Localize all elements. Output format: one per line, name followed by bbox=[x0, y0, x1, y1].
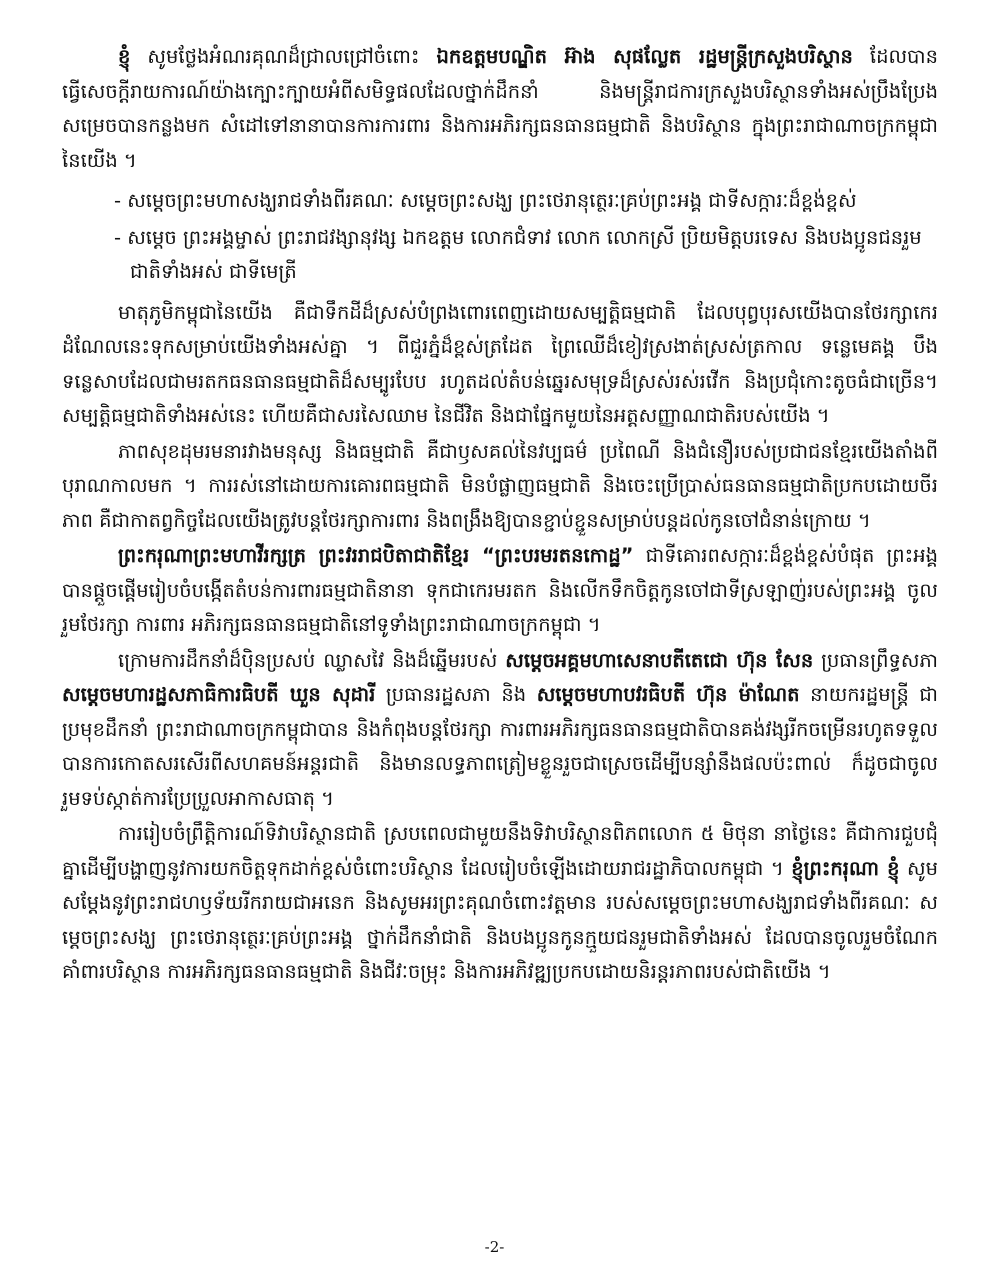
body-text: ការរៀបចំព្រឹត្តិការណ៍ទិវាបរិស្ថានជាតិ ស្របពេលជាមួយនឹងទិវាបរិស្ថានពិភពលោក ៥ មិថុនា នាថ្ងៃនេះ គឺជាការជួបជុំគ្នាដើម្បីបង្ហាញនូវការយកចិត្តទុកដាក់ខ្ពស់ចំពោះបរិស្ថាន ដែលរៀបចំឡើងដោយរាជរដ្ឋាភិបាលកម្ពុជា ។ bbox=[62, 822, 938, 880]
bold-text: សម្តេចអគ្គមហាសេនាបតីតេជោ ហ៊ុន សែន bbox=[505, 648, 814, 672]
bold-text: ឯកឧត្តមបណ្ឌិត អ៊ាង សុផល្លែត រដ្ឋមន្ត្រីក្រសួងបរិស្ថាន bbox=[436, 45, 853, 68]
page-number: -2- bbox=[484, 1238, 505, 1256]
bold-text: ព្រះករុណាព្រះមហាវីរក្សត្រ ព្រះវររាជបិតាជាតិខ្មែរ “ព្រះបរមរតនកោដ្ឋ” bbox=[118, 544, 634, 567]
body-text: សូមថ្លែងអំណរគុណដ៏ជ្រាលជ្រៅចំពោះ bbox=[130, 45, 437, 68]
body-text: សូមសម្តែងនូវព្រះរាជហឫទ័យរីករាយជាអនេក និងសូមអរព្រះគុណចំពោះវត្តមាន របស់សម្តេចព្រះមហាសង្ឃរាជទាំងពីរគណៈ សម្តេចព្រះសង្ឃ ព្រះថេរានុត្ថេរៈគ្រប់ព្រះអង្គ ថ្នាក់ដឹកនាំជាតិ និងបងប្អូនកូនក្មួយជនរួមជាតិទាំងអស់ ដែលបានចូលរួមចំណែកគាំពារបរិស្ថាន ការអភិរក្សធនធានធម្មជាតិ និងជីវៈចម្រុះ និងការអភិវឌ្ឍប្រកបដោយនិរន្តរភាពរបស់ជាតិយើង ។ bbox=[62, 856, 938, 983]
body-text: ជាទីគោរពសក្ការៈដ៏ខ្ពង់ខ្ពស់បំផុត ព្រះអង្គបានផ្តួចផ្តើមរៀបចំបង្កើតតំបន់ការពារធម្មជាតិនានា ទុកជាកេរមរតក និងលើកទឹកចិត្តកូនចៅជាទីស្រឡាញ់របស់ព្រះអង្គ ចូលរួមថែរក្សា ការពារ អភិរក្សធនធានធម្មជាតិនៅទូទាំងព្រះរាជាណាចក្រកម្ពុជា ។ bbox=[62, 544, 938, 636]
list-item: - សម្តេច ព្រះអង្គម្ចាស់ ព្រះរាជវង្សានុវង្ស ឯកឧត្តម លោកជំទាវ លោក លោកស្រី ប្រិយមិត្តបរទេស និងបងប្អូនជនរួមជាតិទាំងអស់ ជាទីមេត្រី bbox=[114, 225, 922, 283]
body-text: នាយករដ្ឋមន្ត្រី ជាប្រមុខដឹកនាំ ព្រះរាជាណាចក្រកម្ពុជាបាន និងកំពុងបន្តថែរក្សា ការពារអភិរក្សធនធានធម្មជាតិបានគង់វង្សរីកចម្រើនរហូតទទួលបានការកោតសរសើរពីសហគមន៍អន្តរជាតិ និងមានលទ្ធភាពត្រៀមខ្លួនរួចជាស្រេចដើម្បីបន្សាំនឹងផលប៉ះពាល់ ក៏ដូចជាចូលរួមទប់ស្កាត់ការប្រែប្រួលអាកាសធាតុ ។ bbox=[62, 683, 938, 810]
bold-text: សម្តេចមហារដ្ឋសភាធិការធិបតី ឃួន សុដារី bbox=[62, 683, 376, 706]
paragraph-king-father bbox=[62, 539, 938, 643]
bold-text: សម្តេចមហាបវរធិបតី ហ៊ុន ម៉ាណែត bbox=[536, 683, 800, 706]
bold-text: ខ្ញុំ bbox=[118, 45, 131, 68]
salutation-list bbox=[114, 184, 938, 290]
paragraph-leadership bbox=[62, 644, 938, 817]
body-text: ក្រោមការដឹកនាំដ៏ប៉ិនប្រសប់ ឈ្លាសវៃ និងដ៏ឆ្នើមរបស់ bbox=[118, 648, 506, 672]
body-text: ប្រធានរដ្ឋសភា និង bbox=[375, 683, 537, 706]
body-text: ដែលបានធ្វើសេចក្តីរាយការណ៍យ៉ាងក្បោះក្បាយអំពីសមិទ្ធផលដែលថ្នាក់ដឹកនាំ និងមន្ត្រីរាជការក្រសួងបរិស្ថានទាំងអស់ប្រឹងប្រែងសម្រេចបានកន្លងមក សំដៅទៅនានាបានការការពារ និងការអភិរក្សធនធានធម្មជាតិ និងបរិស្ថាន ក្នុងព្រះរាជាណាចក្រកម្ពុជានៃយើង ។ bbox=[62, 45, 938, 172]
paragraph-motherland: មាតុភូមិកម្ពុជានៃយើង គឺជាទឹកដីដ៏ស្រស់បំព្រងពោរពេញដោយសម្បត្តិធម្មជាតិ ដែលបុព្វបុរសយើងបានថែរក្សាកេរដំណែលនេះទុកសម្រាប់យើងទាំងអស់គ្នា ។ ពីជួរភ្នំដ៏ខ្ពស់ត្រដែត ព្រៃឈើដ៏ខៀវស្រងាត់ស្រស់ត្រកាល ទន្លេមេគង្គ បឹងទន្លេសាបដែលជាមរតកធនធានធម្មជាតិដ៏សម្បូរបែប រហូតដល់តំបន់ឆ្នេរសមុទ្រដ៏ស្រស់រស់រវើក និងប្រជុំកោះតូចធំជាច្រើន។ សម្បត្តិធម្មជាតិទាំងអស់នេះ ហើយគឺជាសរសៃឈាម នៃជីវិត និងជាផ្នែកមួយនៃអត្តសញ្ញាណជាតិរបស់យើង ។ bbox=[62, 300, 938, 427]
bold-text: ខ្ញុំព្រះករុណា ខ្ញុំ bbox=[791, 856, 900, 880]
list-item: - សម្តេចព្រះមហាសង្ឃរាជទាំងពីរគណៈ សម្តេចព្រះសង្ឃ ព្រះថេរានុត្ថេរៈគ្រប់ព្រះអង្គ ជាទីសក្ការៈដ៏ខ្ពង់ខ្ពស់ bbox=[114, 189, 857, 212]
paragraph-harmony: ភាពសុខដុមរមនារវាងមនុស្ស និងធម្មជាតិ គឺជាឫសគល់នៃវប្បធម៌ ប្រពៃណី និងជំនឿរបស់ប្រជាជនខ្មែរយើងតាំងពីបុរាណកាលមក ។ ការរស់នៅដោយការគោរពធម្មជាតិ មិនបំផ្លាញធម្មជាតិ និងចេះប្រើប្រាស់ធនធានធម្មជាតិប្រកបដោយចីរភាព គឺជាកាតព្វកិច្ចដែលយើងត្រូវបន្តថែរក្សាការពារ និងពង្រឹងឱ្យបានខ្ជាប់ខ្ជួនសម្រាប់បន្តដល់កូនចៅជំនាន់ក្រោយ ។ bbox=[62, 439, 938, 532]
paragraph-environment-day bbox=[62, 817, 938, 990]
paragraph-thanks-minister bbox=[62, 40, 938, 178]
document-page bbox=[62, 40, 938, 991]
body-text: ប្រធានព្រឹទ្ធសភា bbox=[813, 648, 938, 672]
